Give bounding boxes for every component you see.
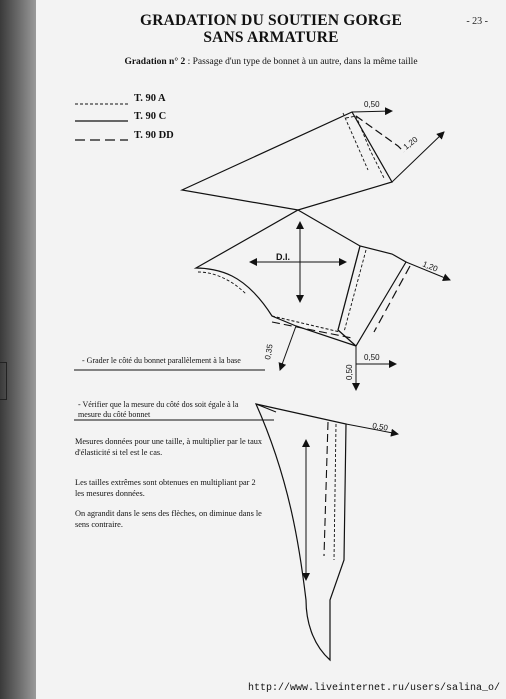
measure-mid-120: 1,20 <box>421 259 440 274</box>
measure-bottom-050-v: 0,50 <box>345 364 354 380</box>
paragraph-sens: On agrandit dans le sens des flèches, on diminue dans le sens contraire. <box>75 509 262 529</box>
upper-cup-piece <box>182 112 404 210</box>
legend-label-dd: T. 90 DD <box>134 130 174 141</box>
paragraph-tailles: Les tailles extrêmes sont obtenues en multipliant par 2 les mesures données. <box>75 478 256 498</box>
arrow-vert-035 <box>280 326 296 370</box>
note-grader: - Grader le côté du bonnet parallèlement à la base <box>82 356 241 365</box>
measure-lower-050: 0,50 <box>371 421 389 433</box>
legend-label-c: T. 90 C <box>134 111 167 122</box>
footer-url: http://www.liveinternet.ru/users/salina_o/ <box>248 683 501 694</box>
legend-label-a: T. 90 A <box>134 93 166 104</box>
arrow-top-050 <box>352 111 392 112</box>
measure-bottom-050-h: 0,50 <box>364 353 380 362</box>
measure-top-050: 0,50 <box>364 100 380 109</box>
page-number: - 23 - <box>466 16 488 27</box>
paragraph-mesures: Mesures données pour une taille, à multiplier par le taux d'élasticité si tel est le cas. <box>75 437 263 457</box>
middle-cup-piece <box>196 210 410 346</box>
page-title: GRADATION DU SOUTIEN GORGE <box>140 12 402 29</box>
subtitle-bold: Gradation n° 2 <box>124 57 186 67</box>
measure-vert-035: 0,35 <box>263 343 275 361</box>
lower-side-piece <box>256 404 346 660</box>
subtitle-rest: : Passage d'un type de bonnet à un autre, dans la même taille <box>185 57 418 67</box>
page-title-line2: SANS ARMATURE <box>203 29 339 46</box>
measure-top-120: 1,20 <box>401 134 420 152</box>
arrow-top-120 <box>392 132 444 182</box>
note-verifier: - Vérifier que la mesure du côté dos soit égale à la mesure du côté bonnet <box>78 400 239 419</box>
measure-di: D.I. <box>276 252 291 262</box>
